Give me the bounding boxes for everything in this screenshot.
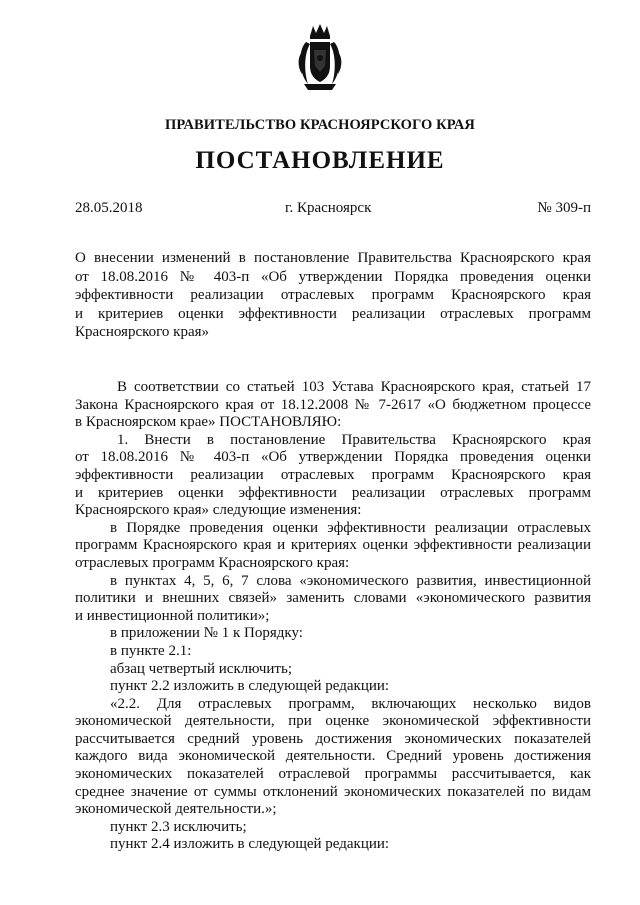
body-line: экономической деятельности, при оценке экономической эффективности	[75, 713, 591, 730]
body-line: и критериев оценки эффективности реализации отраслевых программ	[75, 484, 591, 501]
coat-of-arms-icon	[296, 22, 344, 92]
body-line: в пунктах 4, 5, 6, 7 слова «экономического развития, инвестиционной	[110, 572, 591, 589]
subject-line: от 18.08.2016 № 403-п «Об утверждении Порядка проведения оценки	[75, 268, 591, 285]
document-subject	[75, 249, 591, 342]
body-line: Закона Красноярского края от 18.12.2008 № 7-2617 «О бюджетном процессе	[75, 396, 591, 413]
document-meta-row	[75, 200, 591, 220]
body-line: «2.2. Для отраслевых программ, включающих несколько видов	[110, 695, 591, 712]
body-line: эффективности реализации отраслевых программ Красноярского края	[75, 466, 591, 483]
body-line: пункт 2.3 исключить;	[110, 818, 247, 835]
body-line: экономической деятельности.»;	[75, 801, 277, 818]
body-line: в приложении № 1 к Порядку:	[110, 625, 303, 642]
body-line: в Красноярском крае» ПОСТАНОВЛЯЮ:	[75, 414, 342, 431]
document-body	[75, 379, 591, 854]
body-line: каждого вида экономической деятельности. Средний уровень достижения	[75, 748, 591, 765]
body-line: пункт 2.2 изложить в следующей редакции:	[110, 678, 390, 695]
body-line: в пункте 2.1:	[110, 642, 192, 659]
document-city: г. Красноярск	[285, 200, 372, 216]
body-line: среднее значение от суммы отклонений экономических показателей по видам	[75, 783, 591, 800]
body-line: рассчитывается средний уровень достижения экономических показателей	[75, 730, 591, 747]
body-line: и инвестиционной политики»;	[75, 607, 270, 624]
subject-line: О внесении изменений в постановление Правительства Красноярского края	[75, 250, 591, 266]
document-number: № 309-п	[537, 200, 591, 216]
subject-line: Красноярского края»	[75, 324, 210, 340]
body-line: В соответствии со статьей 103 Устава Красноярского края, статьей 17	[117, 379, 591, 395]
body-line: политики и внешних связей» заменить словами «экономического развития	[75, 590, 591, 607]
body-line: отраслевых программ Красноярского края:	[75, 554, 350, 571]
government-title: ПРАВИТЕЛЬСТВО КРАСНОЯРСКОГО КРАЯ	[164, 117, 475, 133]
subject-line: и критериев оценки эффективности реализации отраслевых программ	[75, 305, 591, 322]
subject-line: эффективности реализации отраслевых программ Красноярского края	[75, 287, 591, 303]
body-line: экономических показателей отраслевой программы рассчитывается, как	[75, 766, 591, 783]
body-line: 1. Внести в постановление Правительства Красноярского края	[117, 431, 591, 448]
document-date: 28.05.2018	[75, 200, 143, 216]
document-type-heading: ПОСТАНОВЛЕНИЕ	[195, 147, 445, 174]
body-line: Красноярского края» следующие изменения:	[75, 502, 362, 519]
body-line: программ Красноярского края и критериях оценки эффективности реализации	[75, 537, 591, 554]
body-line: абзац четвертый исключить;	[110, 660, 292, 677]
body-line: пункт 2.4 изложить в следующей редакции:	[110, 836, 390, 853]
body-line: от 18.08.2016 № 403-п «Об утверждении Порядка проведения оценки	[75, 449, 591, 466]
body-line: в Порядке проведения оценки эффективности реализации отраслевых	[110, 519, 591, 536]
